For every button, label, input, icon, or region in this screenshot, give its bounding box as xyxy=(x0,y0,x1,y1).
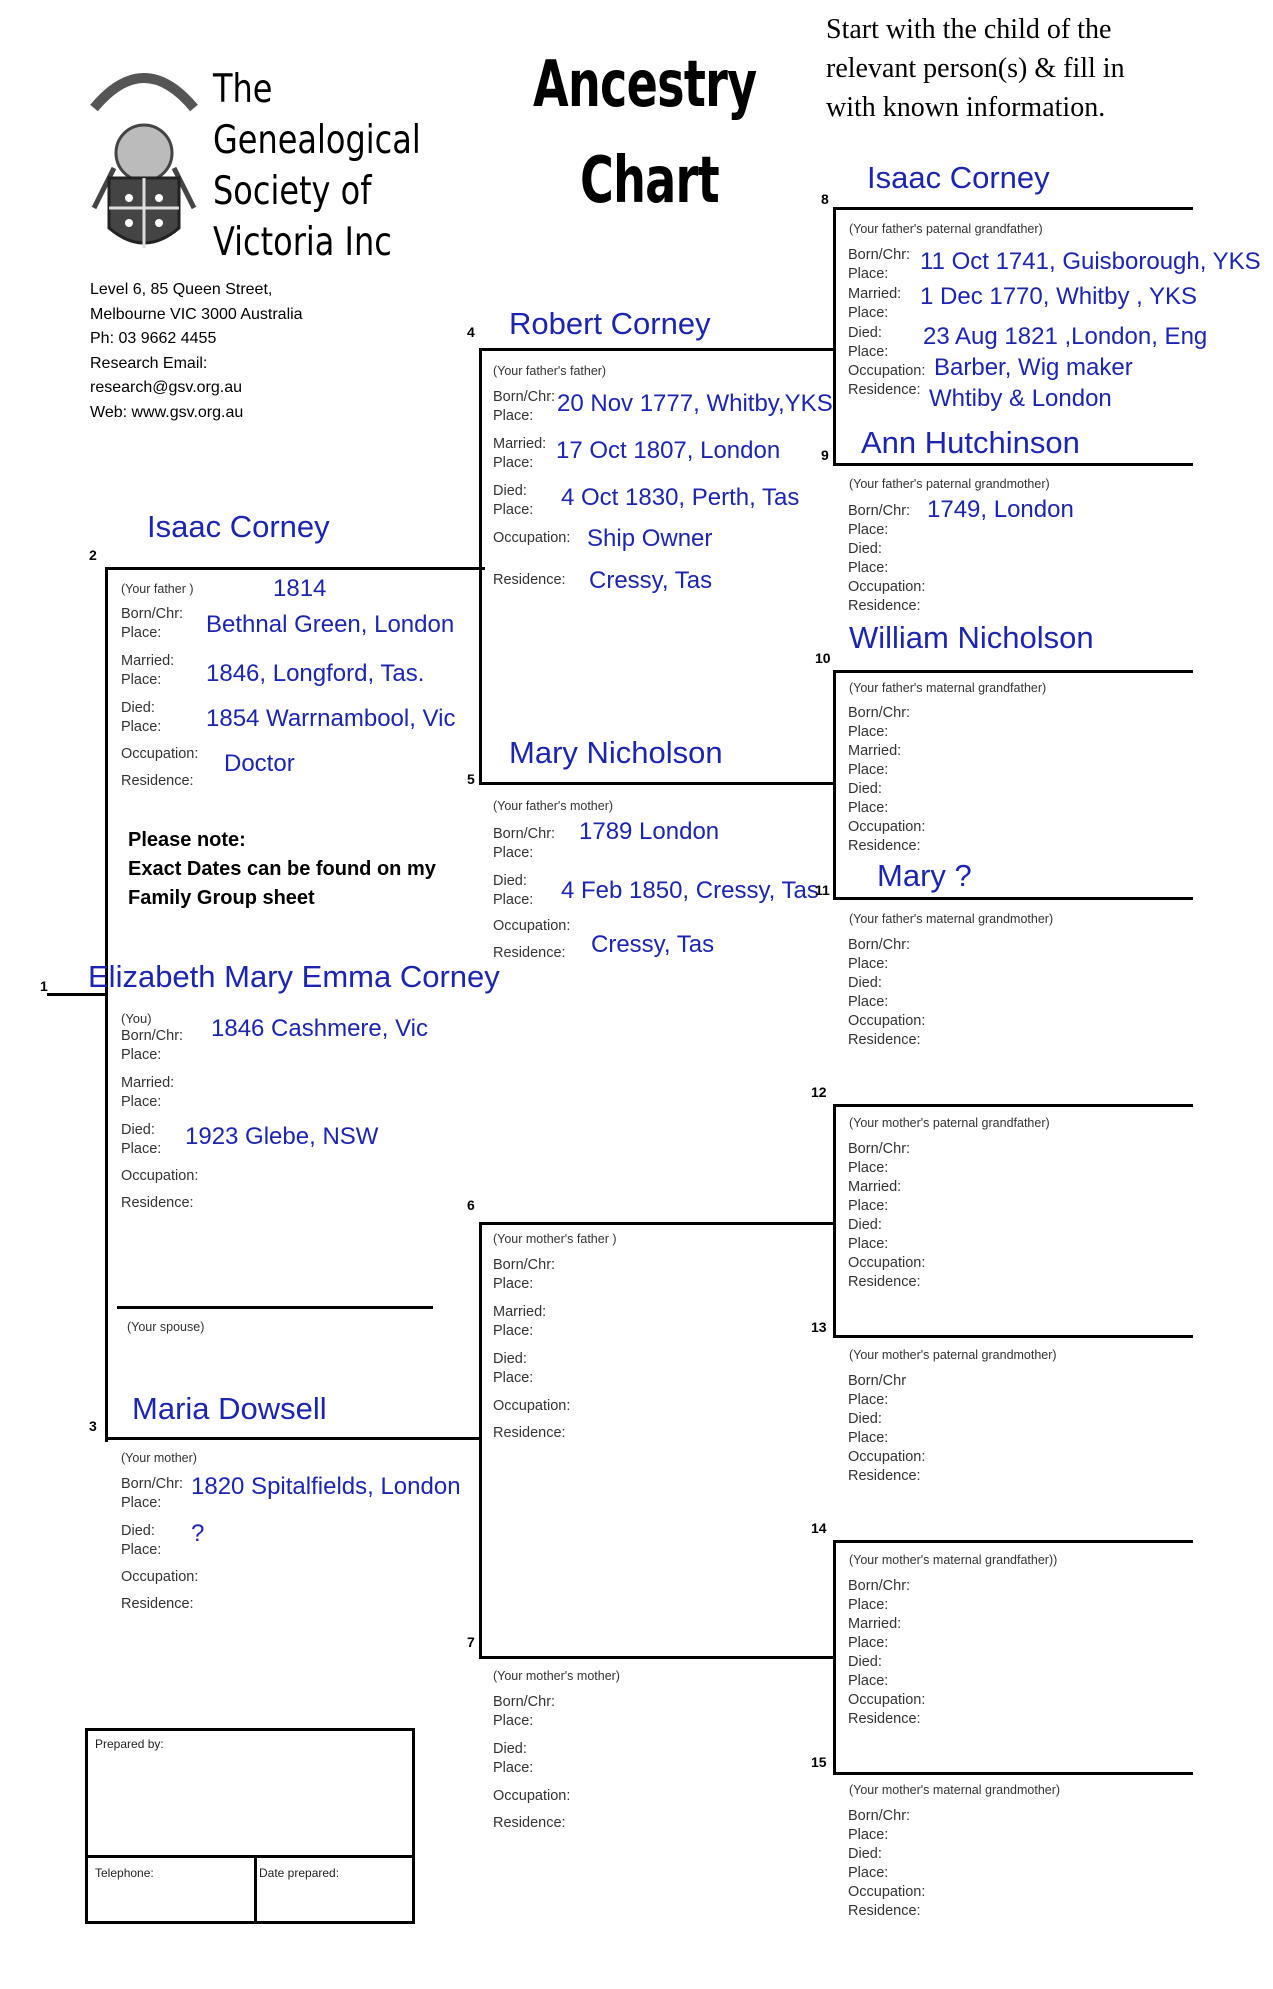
label-died: Died: xyxy=(848,781,882,797)
please-note xyxy=(128,826,436,913)
label-residence: Residence: xyxy=(121,1596,194,1612)
value-died[interactable]: 23 Aug 1821 ,London, Eng xyxy=(923,323,1208,350)
label-occupation: Occupation: xyxy=(493,1788,571,1804)
label-married: Married: xyxy=(121,1075,175,1091)
label-died: Died: xyxy=(121,700,155,716)
person-name[interactable]: Ann Hutchinson xyxy=(861,425,1080,460)
label-place: Place: xyxy=(121,1047,162,1063)
value-residence[interactable]: Cressy, Tas xyxy=(589,567,713,594)
label-born: Born/Chr: xyxy=(121,1476,184,1492)
line-p9 xyxy=(833,463,1193,466)
label-married: Married: xyxy=(848,1616,902,1632)
label-residence: Residence: xyxy=(848,1274,921,1290)
label-place: Place: xyxy=(493,845,534,861)
value-born[interactable]: 1820 Spitalfields, London xyxy=(191,1473,461,1500)
label-residence: Residence: xyxy=(493,1425,566,1441)
label-residence: Residence: xyxy=(848,1032,921,1048)
field-relation: (Your father's maternal grandfather) xyxy=(849,681,1047,695)
person-number: 6 xyxy=(467,1197,475,1213)
label-place: Place: xyxy=(848,344,889,360)
label-married: Married: xyxy=(493,1304,547,1320)
line-p14 xyxy=(833,1540,1193,1543)
line-p4 xyxy=(479,348,836,351)
label-occupation: Occupation: xyxy=(121,746,199,762)
line-p12 xyxy=(833,1104,1193,1107)
person-name[interactable]: Elizabeth Mary Emma Corney xyxy=(88,959,500,994)
value-born[interactable]: 1749, London xyxy=(927,496,1074,523)
label-place: Place: xyxy=(848,1198,889,1214)
person-number: 14 xyxy=(811,1520,827,1536)
label-occupation: Occupation: xyxy=(848,1013,926,1029)
date-prepared-label: Date prepared: xyxy=(259,1866,340,1880)
value-married[interactable]: 1846, Longford, Tas. xyxy=(206,660,425,687)
label-died: Died: xyxy=(848,1654,882,1670)
field-relation: (Your mother's maternal grandmother) xyxy=(849,1783,1061,1797)
line-p8 xyxy=(833,207,1193,210)
label-occupation: Occupation: xyxy=(848,1255,926,1271)
org-name-line: Society of xyxy=(213,169,372,214)
note-line: Family Group sheet xyxy=(128,887,315,909)
address-line: Ph: 03 9662 4455 xyxy=(90,330,217,347)
label-place: Place: xyxy=(848,522,889,538)
address-line: Level 6, 85 Queen Street, xyxy=(90,281,273,298)
label-born: Born/Chr: xyxy=(493,826,556,842)
person-number: 8 xyxy=(821,191,829,207)
label-place: Place: xyxy=(121,625,162,641)
vline-p3 xyxy=(479,1222,482,1659)
label-place: Place: xyxy=(493,502,534,518)
field-relation: (Your father ) xyxy=(121,582,194,596)
label-place: Place: xyxy=(848,1392,889,1408)
person-number: 1 xyxy=(40,978,48,994)
value-married[interactable]: 17 Oct 1807, London xyxy=(556,437,781,464)
note-line: Please note: xyxy=(128,829,246,851)
person-number: 15 xyxy=(811,1754,827,1770)
label-died: Died: xyxy=(493,1351,527,1367)
label-place: Place: xyxy=(848,1236,889,1252)
value-died[interactable]: ? xyxy=(191,1520,205,1547)
label-place: Place: xyxy=(848,1865,889,1881)
label-place: Place: xyxy=(121,1141,162,1157)
label-occupation: Occupation: xyxy=(121,1168,199,1184)
field-relation: (Your mother) xyxy=(121,1451,197,1465)
instruction-line: Start with the child of the xyxy=(826,14,1112,45)
label-place: Place: xyxy=(848,1673,889,1689)
field-relation: (You) xyxy=(121,1011,152,1026)
line-p3 xyxy=(105,1437,482,1440)
label-died: Died: xyxy=(121,1523,155,1539)
vline-p2 xyxy=(479,348,482,785)
label-place: Place: xyxy=(848,800,889,816)
person-number: 4 xyxy=(467,324,475,340)
person-number: 7 xyxy=(467,1634,475,1650)
label-place: Place: xyxy=(493,408,534,424)
label-occupation: Occupation: xyxy=(493,1398,571,1414)
label-born: Born/Chr: xyxy=(848,1141,911,1157)
label-born: Born/Chr: xyxy=(493,1257,556,1273)
label-died: Died: xyxy=(848,1217,882,1233)
label-born: Born/Chr: xyxy=(121,1028,184,1044)
line-p13 xyxy=(833,1335,1193,1338)
label-born: Born/Chr: xyxy=(848,503,911,519)
person-number: 9 xyxy=(821,447,829,463)
label-place: Place: xyxy=(848,560,889,576)
vline-p6 xyxy=(833,1104,836,1338)
label-died: Died: xyxy=(848,541,882,557)
person-number: 3 xyxy=(89,1418,97,1434)
label-occupation: Occupation: xyxy=(848,819,926,835)
label-residence: Residence: xyxy=(121,1195,194,1211)
field-relation: (Your mother's father ) xyxy=(493,1232,617,1246)
line-p6 xyxy=(479,1222,836,1225)
label-place: Place: xyxy=(121,1495,162,1511)
label-born: Born/Chr: xyxy=(848,705,911,721)
label-died: Died: xyxy=(848,1411,882,1427)
label-occupation: Occupation: xyxy=(848,1884,926,1900)
label-residence: Residence: xyxy=(848,382,921,398)
label-place: Place: xyxy=(121,672,162,688)
person-number: 11 xyxy=(815,882,830,898)
label-occupation: Occupation: xyxy=(493,530,571,546)
org-name-line: Genealogical xyxy=(213,118,421,163)
person-name[interactable]: William Nicholson xyxy=(849,620,1094,655)
line-p7 xyxy=(479,1656,836,1659)
field-relation: (Your father's father) xyxy=(493,364,607,378)
value-died[interactable]: 4 Oct 1830, Perth, Tas xyxy=(561,484,800,511)
vline-p7 xyxy=(833,1540,836,1775)
vline-p1 xyxy=(105,567,108,1442)
org-name-line: Victoria Inc xyxy=(213,220,392,265)
vline-p5 xyxy=(833,670,836,900)
label-married: Married: xyxy=(848,286,902,302)
label-born: Born/Chr xyxy=(848,1373,907,1389)
label-place: Place: xyxy=(848,956,889,972)
label-residence: Residence: xyxy=(493,945,566,961)
label-died: Died: xyxy=(848,975,882,991)
label-place: Place: xyxy=(493,1713,534,1729)
label-place: Place: xyxy=(493,1323,534,1339)
value-married[interactable]: 1 Dec 1770, Whitby , YKS xyxy=(920,283,1198,310)
label-married: Married: xyxy=(848,743,902,759)
label-occupation: Occupation: xyxy=(848,579,926,595)
line-spouse xyxy=(117,1306,433,1309)
label-occupation: Occupation: xyxy=(493,918,571,934)
label-place: Place: xyxy=(848,1635,889,1651)
value-born[interactable]: 1846 Cashmere, Vic xyxy=(211,1015,429,1042)
label-residence: Residence: xyxy=(493,1815,566,1831)
label-place: Place: xyxy=(848,1430,889,1446)
person-name[interactable]: Maria Dowsell xyxy=(132,1391,327,1426)
label-residence: Residence: xyxy=(493,572,566,588)
person-number: 13 xyxy=(811,1319,827,1335)
value-born[interactable]: 1814 xyxy=(273,575,327,602)
person-name[interactable]: Mary ? xyxy=(877,858,972,893)
label-born: Born/Chr: xyxy=(493,389,556,405)
chart-title-line2: Chart xyxy=(580,144,719,218)
label-place: Place: xyxy=(121,1542,162,1558)
person-name[interactable]: Robert Corney xyxy=(509,306,711,341)
address-line: Web: www.gsv.org.au xyxy=(90,403,244,421)
label-place: Place: xyxy=(493,1276,534,1292)
label-married: Married: xyxy=(121,653,175,669)
label-died: Died: xyxy=(493,1741,527,1757)
person-name[interactable]: Isaac Corney xyxy=(147,509,330,544)
person-number: 5 xyxy=(467,771,475,787)
label-died: Died: xyxy=(121,1122,155,1138)
address-line: Research Email: xyxy=(90,354,208,372)
line-p15 xyxy=(833,1772,1193,1775)
line-p5 xyxy=(479,782,836,785)
person-name[interactable]: Mary Nicholson xyxy=(509,735,723,770)
label-place: Place: xyxy=(848,1160,889,1176)
instruction-line: with known information. xyxy=(826,92,1106,123)
value-died[interactable]: 1923 Glebe, NSW xyxy=(185,1123,379,1150)
spouse-label: (Your spouse) xyxy=(127,1320,205,1334)
label-occupation: Occupation: xyxy=(121,1569,199,1585)
address-line: Melbourne VIC 3000 Australia xyxy=(90,305,303,323)
label-occupation: Occupation: xyxy=(848,1449,926,1465)
field-relation: (Your mother's mother) xyxy=(493,1669,620,1683)
label-born: Born/Chr: xyxy=(848,247,911,263)
label-married: Married: xyxy=(848,1179,902,1195)
org-name-line: The xyxy=(213,67,273,112)
org-name xyxy=(213,64,421,268)
value-occupation[interactable]: Barber, Wig maker xyxy=(934,354,1133,381)
label-residence: Residence: xyxy=(121,773,194,789)
field-relation: (Your mother's paternal grandfather) xyxy=(849,1116,1050,1130)
value-died[interactable]: 4 Feb 1850, Cressy, Tas xyxy=(561,877,819,904)
telephone-label: Telephone: xyxy=(95,1866,154,1880)
label-residence: Residence: xyxy=(848,1711,921,1727)
field-relation: (Your father's maternal grandmother) xyxy=(849,912,1054,926)
label-place: Place: xyxy=(848,1827,889,1843)
label-occupation: Occupation: xyxy=(848,363,926,379)
prepared-by-label: Prepared by: xyxy=(95,1737,164,1751)
label-place: Place: xyxy=(493,1760,534,1776)
person-number: 2 xyxy=(89,547,97,563)
gsv-logo xyxy=(84,58,204,258)
label-residence: Residence: xyxy=(848,838,921,854)
org-address xyxy=(90,278,303,425)
value-occupation[interactable]: Ship Owner xyxy=(587,525,713,552)
label-place: Place: xyxy=(848,305,889,321)
value-residence[interactable]: Cressy, Tas xyxy=(591,931,715,958)
label-occupation: Occupation: xyxy=(848,1692,926,1708)
label-place: Place: xyxy=(121,719,162,735)
instruction-line: relevant person(s) & fill in xyxy=(826,53,1125,84)
address-line: research@gsv.org.au xyxy=(90,379,243,396)
label-residence: Residence: xyxy=(848,598,921,614)
field-relation: (Your father's paternal grandfather) xyxy=(849,222,1043,236)
value-occupation[interactable]: Doctor xyxy=(224,750,295,777)
label-place: Place: xyxy=(493,1370,534,1386)
chart-title-line1: Ancestry xyxy=(533,48,757,122)
value-residence[interactable]: Whtiby & London xyxy=(929,385,1112,412)
label-born: Born/Chr: xyxy=(848,1578,911,1594)
field-relation: (Your mother's maternal grandfather)) xyxy=(849,1553,1058,1567)
value-born[interactable]: 20 Nov 1777, Whitby,YKS xyxy=(557,390,833,417)
value-died[interactable]: 1854 Warrnambool, Vic xyxy=(206,705,456,732)
label-place: Place: xyxy=(493,892,534,908)
label-place: Place: xyxy=(121,1094,162,1110)
label-residence: Residence: xyxy=(848,1468,921,1484)
value-born[interactable]: 11 Oct 1741, Guisborough, YKS xyxy=(920,248,1261,275)
value-born-place[interactable]: Bethnal Green, London xyxy=(206,611,455,638)
label-born: Born/Chr: xyxy=(121,606,184,622)
label-born: Born/Chr: xyxy=(848,1808,911,1824)
line-p2 xyxy=(105,567,485,570)
field-relation: (Your father's paternal grandmother) xyxy=(849,477,1050,491)
label-died: Died: xyxy=(493,873,527,889)
label-married: Married: xyxy=(493,436,547,452)
label-place: Place: xyxy=(848,994,889,1010)
label-place: Place: xyxy=(848,1597,889,1613)
label-born: Born/Chr: xyxy=(848,937,911,953)
label-died: Died: xyxy=(848,325,882,341)
person-number: 12 xyxy=(811,1084,827,1100)
person-name[interactable]: Isaac Corney xyxy=(867,160,1050,195)
field-relation: (Your mother's paternal grandmother) xyxy=(849,1348,1057,1362)
line-p10 xyxy=(833,670,1193,673)
label-died: Died: xyxy=(848,1846,882,1862)
label-residence: Residence: xyxy=(848,1903,921,1919)
field-relation: (Your father's mother) xyxy=(493,799,614,813)
note-line: Exact Dates can be found on my xyxy=(128,858,436,880)
instructions xyxy=(826,10,1125,127)
label-died: Died: xyxy=(493,483,527,499)
vline-p4 xyxy=(833,207,836,466)
label-place: Place: xyxy=(848,724,889,740)
value-born[interactable]: 1789 London xyxy=(579,818,720,845)
line-p11 xyxy=(833,897,1193,900)
label-place: Place: xyxy=(848,762,889,778)
person-number: 10 xyxy=(815,650,831,666)
label-born: Born/Chr: xyxy=(493,1694,556,1710)
label-place: Place: xyxy=(493,455,534,471)
label-place: Place: xyxy=(848,266,889,282)
